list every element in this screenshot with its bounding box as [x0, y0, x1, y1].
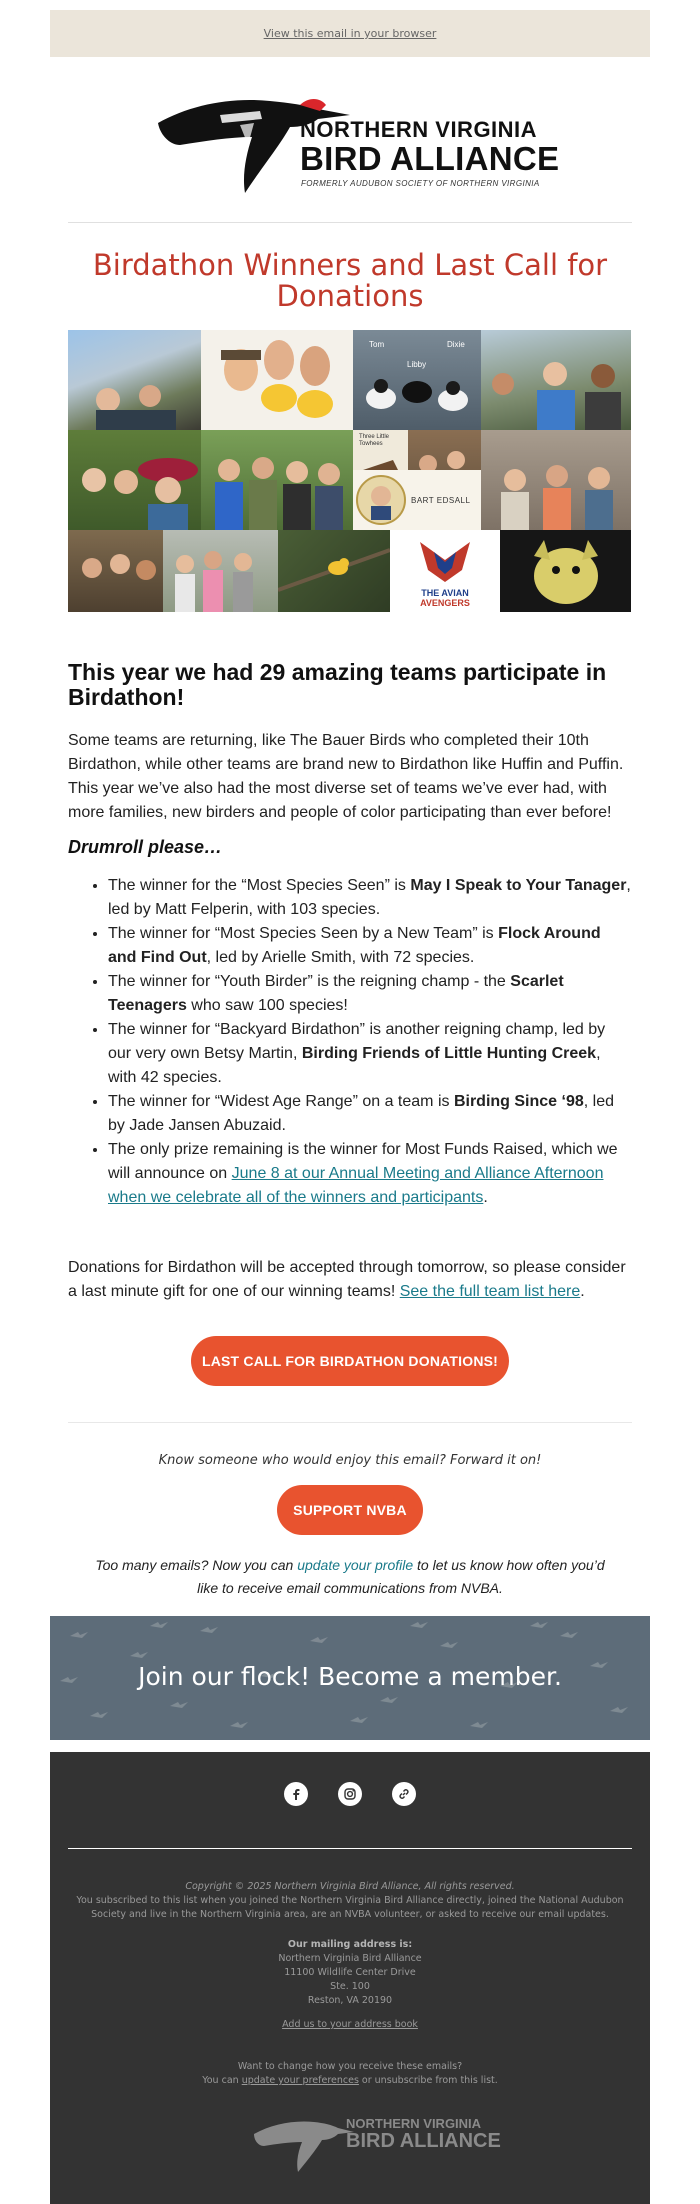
- divider: [68, 1422, 632, 1423]
- view-in-browser-link[interactable]: View this email in your browser: [263, 27, 437, 40]
- article-title: Birdathon Winners and Last Call for Donations: [92, 248, 608, 313]
- header-logo[interactable]: [50, 57, 650, 222]
- winner-item: • The winner for the “Most Species Seen” is May I Speak to Your Tanager, led by Matt Felperin, with 103 species.: [108, 874, 632, 922]
- copyright-text: Copyright © 2025 Northern Virginia Bird Alliance, All rights reserved.: [185, 1881, 515, 1892]
- collage-label-tom: Tom: [369, 340, 385, 349]
- mailing-address-heading: Our mailing address is:: [287, 1939, 413, 1950]
- support-button[interactable]: SUPPORT NVBA: [277, 1485, 423, 1535]
- collage-label-libby: Libby: [407, 360, 427, 369]
- article-body: [50, 660, 650, 1304]
- collage-label-dixie: Dixie: [447, 340, 465, 349]
- change-question: Want to change how you receive these emails?: [237, 2061, 463, 2072]
- intro-paragraph: Some teams are returning, like The Bauer Birds who completed their 10th Birdathon, while other teams are brand new to Birdathon like Huffin and Puffin. This year we’ve also had the most diverse set of teams we’ve ever had, with more families, new birders and people of color participating than ever before!: [68, 732, 624, 821]
- address-book-wrapper: [50, 2018, 650, 2032]
- collage-label-three-little: Three Little Towhees: [359, 434, 390, 447]
- update-preferences-link[interactable]: update your preferences: [241, 2075, 359, 2086]
- add-address-book-link[interactable]: Add us to your address book: [282, 2019, 418, 2030]
- collage-photo: [68, 530, 163, 612]
- logo-line-1: NORTHERN VIRGINIA: [300, 117, 538, 142]
- website-link-icon[interactable]: [392, 1782, 416, 1806]
- social-links: [50, 1782, 650, 1806]
- footer: [50, 1752, 650, 2204]
- collage-photo: [68, 430, 201, 530]
- team-list-link[interactable]: See the full team list here: [399, 1283, 581, 1300]
- collage-label-bart: BART EDSALL: [411, 496, 471, 505]
- footer-logo-line-2: BIRD ALLIANCE: [346, 2130, 501, 2152]
- collage-photo: [68, 330, 201, 430]
- collage-photo: [201, 430, 353, 530]
- donate-button[interactable]: LAST CALL FOR BIRDATHON DONATIONS!: [191, 1336, 509, 1386]
- footer-logo: [50, 2110, 650, 2174]
- address-line: 11100 Wildlife Center Drive: [284, 1967, 416, 1978]
- instagram-icon[interactable]: [338, 1782, 362, 1806]
- collage-label-avian1: THE AVIAN: [421, 588, 469, 598]
- address-line: Ste. 100: [330, 1981, 370, 1992]
- winner-item: • The winner for “Backyard Birdathon” is another reigning champ, led by our very own Betsy Martin, Birding Friends of Little Hunting Creek, with 42 species.: [108, 1018, 632, 1090]
- photo-collage: [68, 330, 632, 612]
- membership-banner[interactable]: [50, 1616, 650, 1740]
- logo-line-2: BIRD ALLIANCE: [300, 140, 560, 177]
- collage-photo: [163, 530, 278, 612]
- collage-photo: [390, 530, 500, 612]
- collage-photo: [481, 330, 631, 430]
- collage-photo: [353, 330, 481, 430]
- footer-divider: [68, 1848, 632, 1849]
- membership-banner-text: Join our flock! Become a member.: [138, 1662, 562, 1691]
- forward-text: Know someone who would enjoy this email? Forward it on!: [158, 1453, 542, 1468]
- address-line: Reston, VA 20190: [307, 1995, 393, 2006]
- email-container: [50, 10, 650, 2204]
- update-profile-link[interactable]: update your profile: [297, 1557, 414, 1573]
- section-heading: This year we had 29 amazing teams participate in Birdathon!: [68, 659, 607, 710]
- winner-item-last-prize: • The only prize remaining is the winner for Most Funds Raised, which we will announce on June 8 at our Annual Meeting and Alliance Afternoon when we celebrate all of the winners and participants.: [108, 1138, 632, 1210]
- footer-logo-line-1: NORTHERN VIRGINIA: [346, 2116, 482, 2131]
- top-bar: [50, 10, 650, 57]
- collage-photo: [201, 330, 353, 430]
- winner-item: • The winner for “Youth Birder” is the reigning champ - the Scarlet Teenagers who saw 100 species!: [108, 970, 632, 1018]
- collage-photo: [500, 530, 631, 612]
- donations-paragraph: Donations for Birdathon will be accepted through tomorrow, so please consider a last minute gift for one of our winning teams! See the full team list here.: [68, 1259, 626, 1300]
- collage-photo: [481, 430, 631, 530]
- logo-tagline: FORMERLY AUDUBON SOCIETY OF NORTHERN VIRGINIA: [301, 179, 540, 188]
- mailing-address: [50, 1938, 650, 2008]
- subscription-note: You subscribed to this list when you joined the Northern Virginia Bird Alliance directly, joined the National Audubon Society and live in the Northern Virginia area, are an NVBA volunteer, or asked to receive our email updates.: [76, 1895, 624, 1920]
- winner-item: • The winner for “Most Species Seen by a New Team” is Flock Around and Find Out, led by Arielle Smith, with 72 species.: [108, 922, 632, 970]
- collage-photo: [353, 470, 481, 530]
- collage-photo: [278, 530, 390, 612]
- winner-item: • The winner for “Widest Age Range” on a team is Birding Since ‘98, led by Jade Jansen Abuzaid.: [108, 1090, 632, 1138]
- facebook-icon[interactable]: [284, 1782, 308, 1806]
- change-preferences: Want to change how you receive these emails? You can update your preferences or unsubscribe from this list.: [202, 2061, 498, 2086]
- preferences-text: Too many emails? Now you can update your profile to let us know how often you’d like to receive email communications from NVBA.: [95, 1557, 605, 1596]
- collage-label-avian2: AVENGERS: [420, 598, 470, 608]
- annual-meeting-link[interactable]: June 8 at our Annual Meeting and Alliance Afternoon when we celebrate all of the winners and participants: [108, 1165, 604, 1206]
- address-line: Northern Virginia Bird Alliance: [278, 1953, 422, 1964]
- drumroll-heading: Drumroll please…: [68, 837, 223, 857]
- winners-list: [108, 874, 632, 1210]
